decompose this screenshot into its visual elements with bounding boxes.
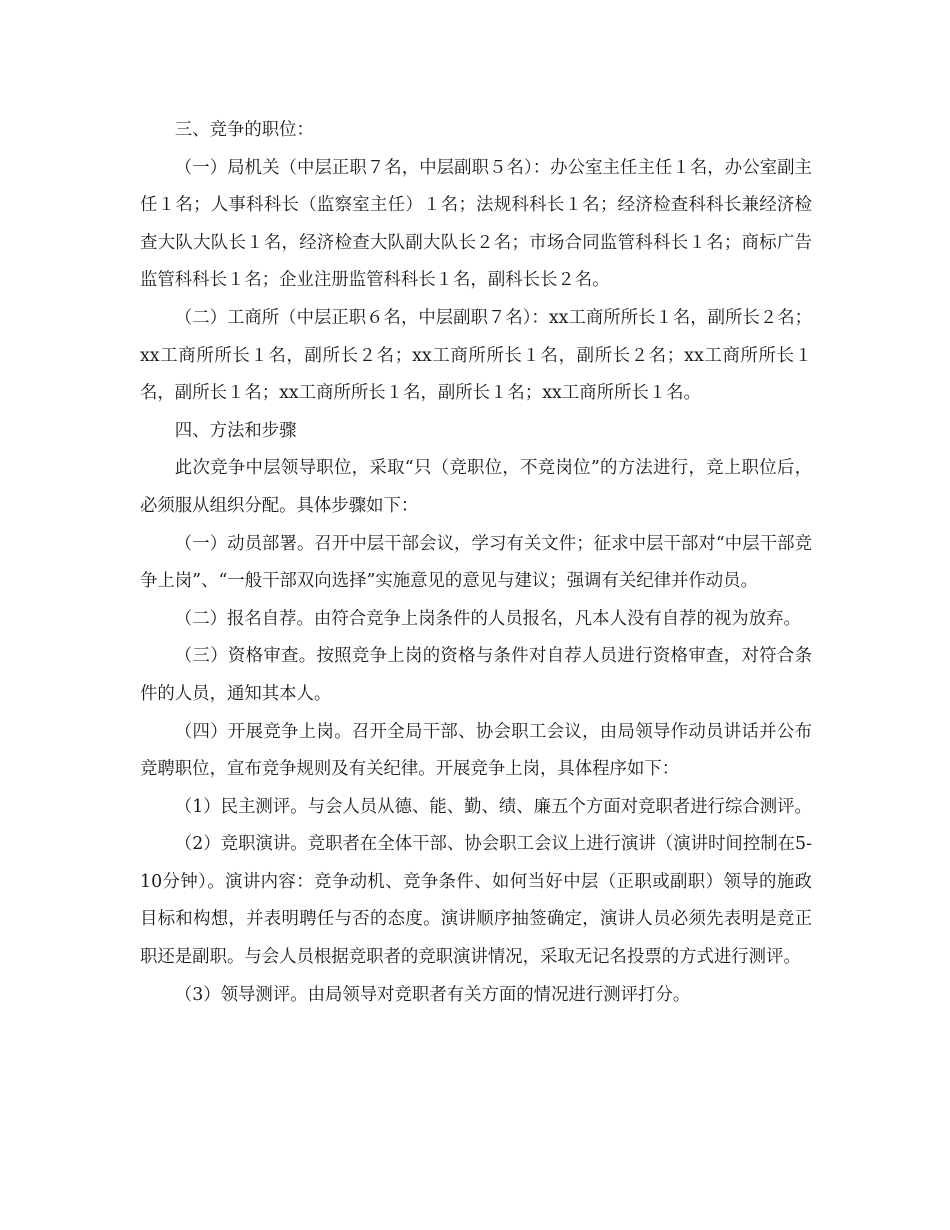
paragraph-method-intro: 此次竞争中层领导职位，采取“只（竞职位，不竞岗位”的方法进行，竞上职位后，必须服从组织分配。具体步骤如下： xyxy=(140,458,812,516)
paragraph-procedure-democratic-evaluation: （1）民主测评。与会人员从德、能、勤、绩、廉五个方面对竞职者进行综合测评。 xyxy=(174,796,812,817)
paragraph-step-mobilization: （一）动员部署。召开中层干部会议，学习有关文件；征求中层干部对“中层干部竞争上岗”、“一般干部双向选择”实施意见的意见与建议；强调有关纪律并作动员。 xyxy=(140,533,812,592)
paragraph-step-competition: （四）开展竞争上岗。召开全局干部、协会职工会议，由局领导作动员讲话并公布竞聘职位，宣布竞争规则及有关纪律。开展竞争上岗，具体程序如下： xyxy=(140,721,812,780)
paragraph-station-positions: （二）工商所（中层正职６名，中层副职７名）：xx工商所所长１名，副所长２名；xx工商所所长１名，副所长２名；xx工商所所长１名，副所长２名；xx工商所所长１名，副所长１名；xx工商所所长１名，副所长１名；xx工商所所长１名。 xyxy=(140,307,812,404)
paragraph-step-registration: （二）报名自荐。由符合竞争上岗条件的人员报名，凡本人没有自荐的视为放弃。 xyxy=(174,608,801,629)
paragraph-procedure-speech: （2）竞职演讲。竞职者在全体干部、协会职工会议上进行演讲（演讲时间控制在5-10分钟）。演讲内容：竞争动机、竞争条件、如何当好中层（正职或副职）领导的施政目标和构想，并表明聘任与否的态度。演讲顺序抽签确定，演讲人员必须先表明是竞正职还是副职。与会人员根据竞职者的竞职演讲情况，采取无记名投票的方式进行测评。 xyxy=(140,834,812,968)
section-heading-methods: 四、方法和步骤 xyxy=(174,420,297,441)
section-heading-positions: 三、竞争的职位： xyxy=(174,120,314,140)
paragraph-bureau-positions: （一）局机关（中层正职７名，中层副职５名）：办公室主任主任１名，办公室副主任１名；人事科科长（监察室主任）１名；法规科科长１名；经济检查科科长兼经济检查大队大队长１名，经济检查大队副大队长２名；市场合同监管科科长１名；商标广告监管科科长１名；企业注册监管科科长１名，副科长长２名。 xyxy=(140,157,812,291)
paragraph-step-qualification: （三）资格审查。按照竞争上岗的资格与条件对自荐人员进行资格审查，对符合条件的人员，通知其本人。 xyxy=(140,646,812,704)
paragraph-procedure-leader-evaluation: （3）领导测评。由局领导对竞职者有关方面的情况进行测评打分。 xyxy=(174,984,691,1005)
document-body xyxy=(140,112,812,1014)
